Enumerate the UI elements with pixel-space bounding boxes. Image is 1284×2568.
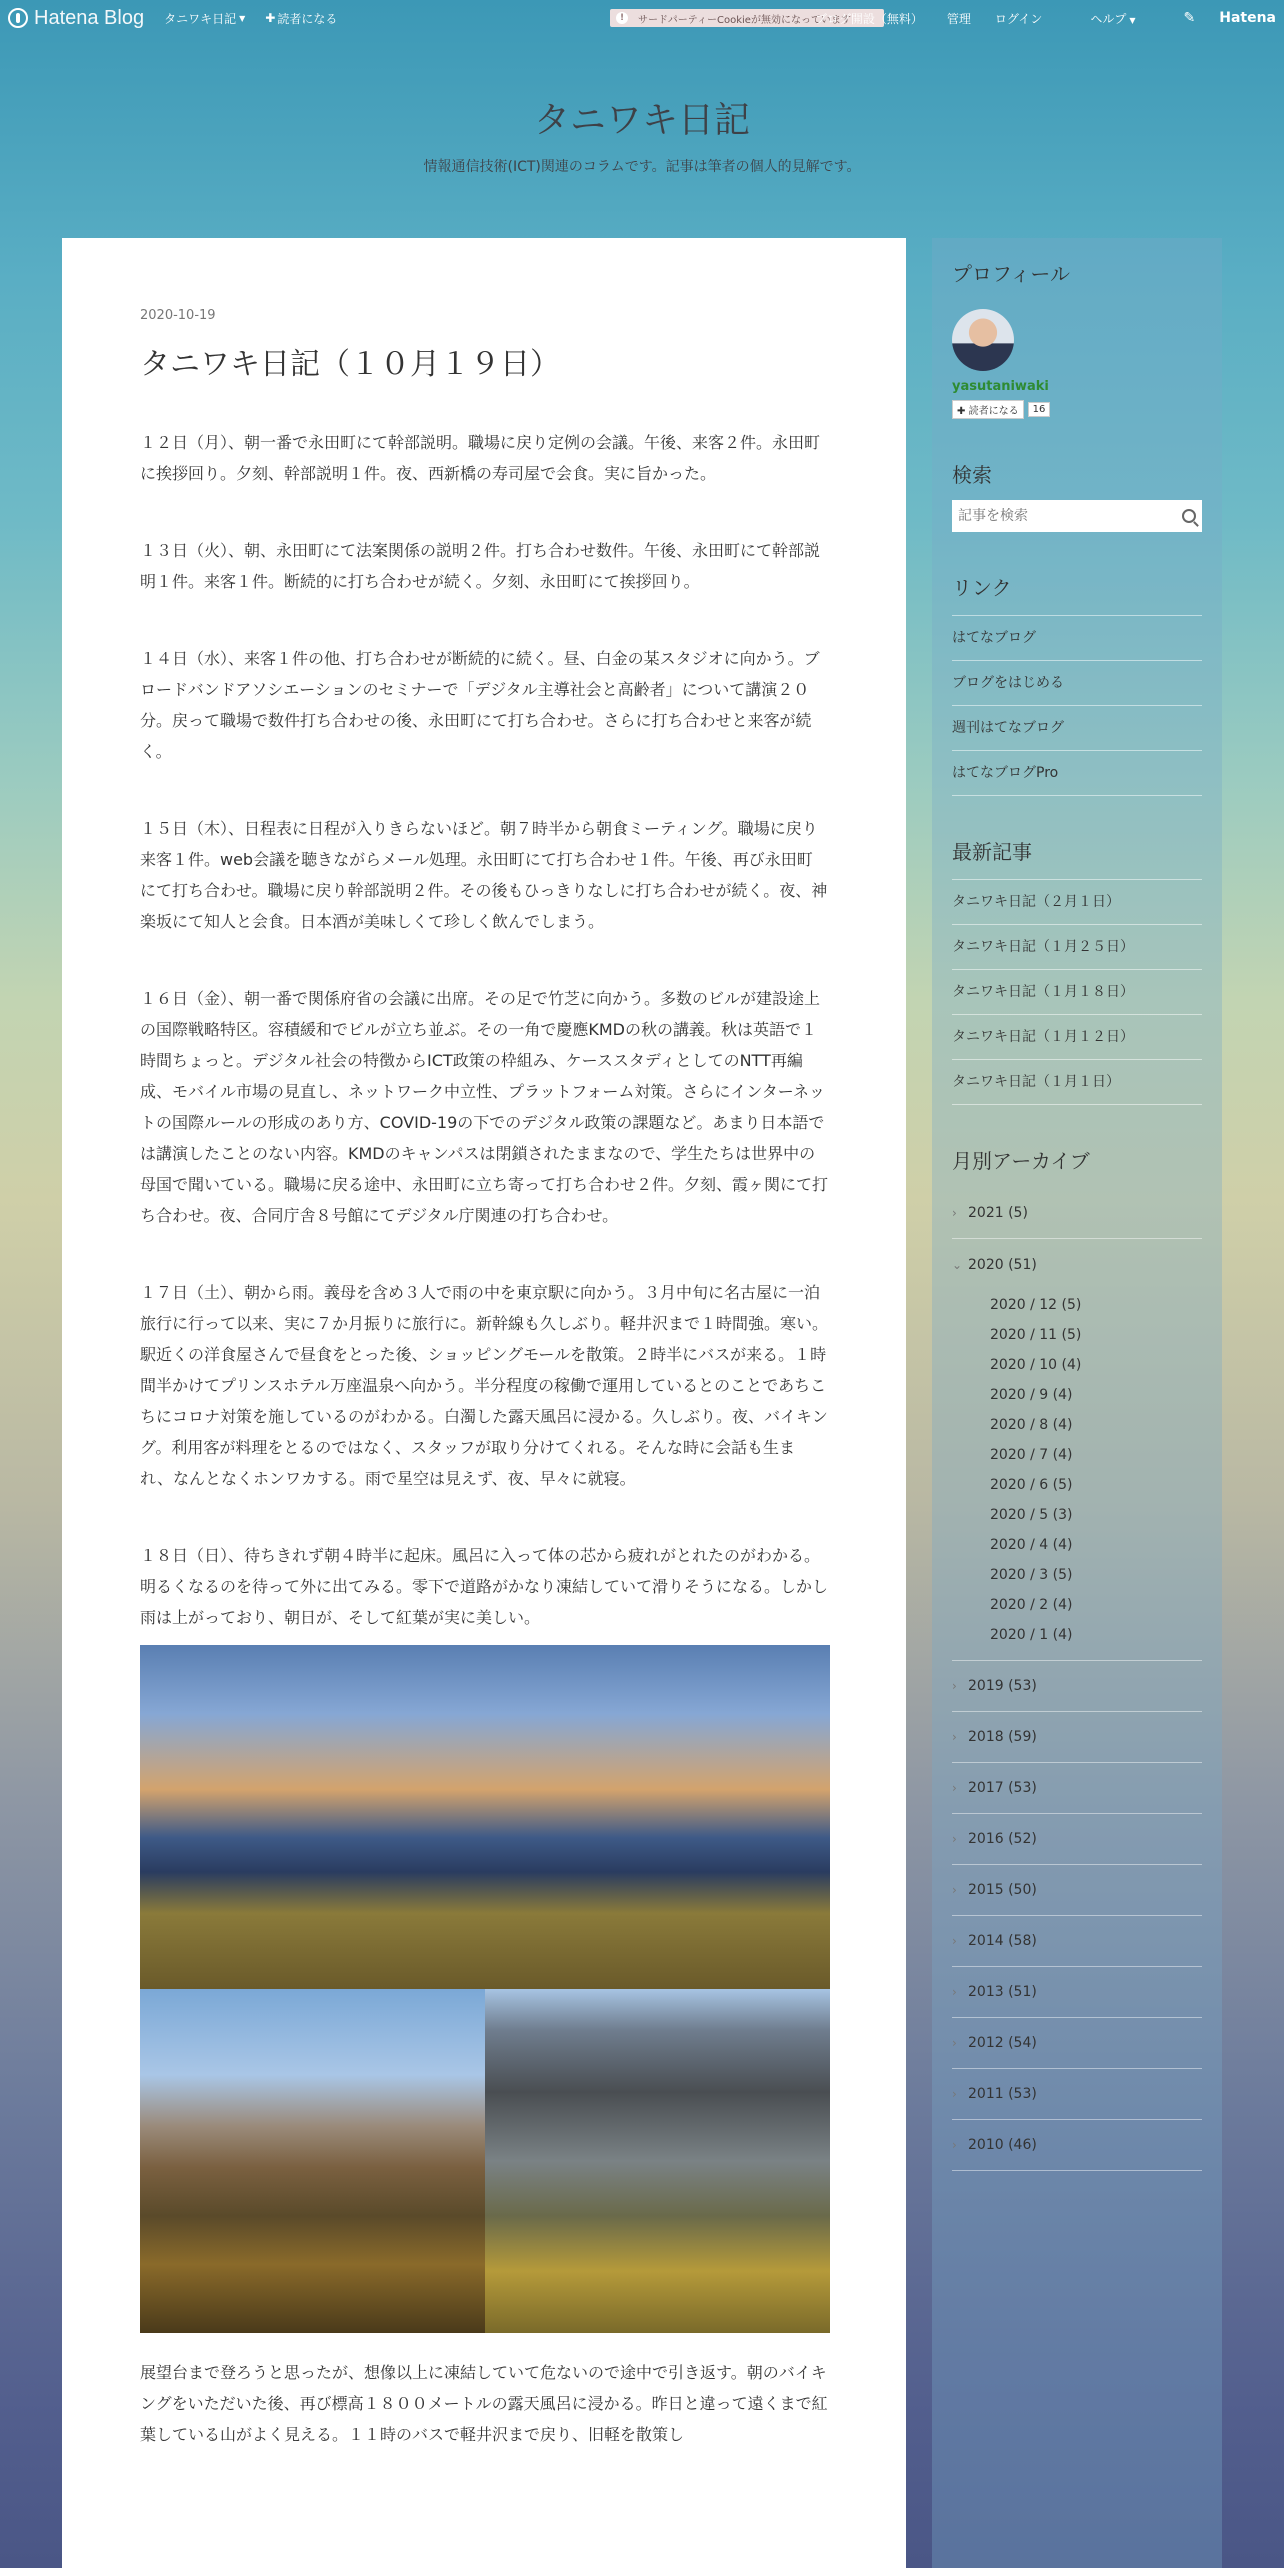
article xyxy=(62,238,906,2568)
archive-year-label: 2012 (54) xyxy=(968,2035,1037,2051)
links-heading: リンク xyxy=(952,576,1012,600)
recent-entry[interactable]: タニワキ日記（１月２５日） xyxy=(952,925,1202,970)
archive-year-label: 2010 (46) xyxy=(968,2137,1037,2153)
subscribe-button[interactable] xyxy=(952,400,1024,419)
archive-module xyxy=(952,1145,1202,2171)
chevron-right-icon: › xyxy=(952,2036,957,2050)
archive-year[interactable] xyxy=(952,1916,1202,1967)
archive-year[interactable] xyxy=(952,2120,1202,2171)
chevron-right-icon: › xyxy=(952,2138,957,2152)
link-item[interactable]: はてなブログPro xyxy=(952,751,1202,796)
profile-heading: プロフィール xyxy=(952,262,1070,286)
entry-paragraph: １４日（水）、来客１件の他、打ち合わせが断続的に続く。昼、白金の某スタジオに向かう。ブロードバンドアソシエーションのセミナーで「デジタル主導社会と高齢者」について講演２０分。戻って職場で数件打ち合わせの後、永田町にて打ち合わせ。さらに打ち合わせと来客が続く。 xyxy=(140,649,820,761)
entry-paragraph: １３日（火）、朝、永田町にて法案関係の説明２件。打ち合わせ数件。午後、永田町にて幹部説明１件。来客１件。断続的に打ち合わせが続く。夕刻、永田町にて挨拶回り。 xyxy=(140,541,821,591)
search-input[interactable] xyxy=(958,508,1182,524)
profile-module xyxy=(952,258,1202,419)
chevron-right-icon: › xyxy=(952,2087,957,2101)
photo-mountain-view[interactable] xyxy=(140,1989,485,2333)
chevron-right-icon: › xyxy=(952,1730,957,1744)
photo-autumn-trees-sunrise[interactable] xyxy=(140,1645,830,1989)
entry-paragraph: １５日（木）、日程表に日程が入りきらないほど。朝７時半から朝食ミーティング。職場に戻り来客１件。web会議を聴きながらメール処理。永田町にて打ち合わせ１件。午後、再び永田町にて打ち合わせ。職場に戻り幹部説明２件。その後もひっきりなしに打ち合わせが続く。夜、神楽坂にて知人と会食。日本酒が美味しくて珍しく飲んでしまう。 xyxy=(140,819,828,931)
archive-year[interactable] xyxy=(952,1239,1202,1290)
archive-month[interactable]: 2020 / 9 (4) xyxy=(990,1387,1073,1403)
archive-year[interactable] xyxy=(952,1188,1202,1239)
archive-year[interactable] xyxy=(952,1865,1202,1916)
archive-month[interactable]: 2020 / 7 (4) xyxy=(990,1447,1073,1463)
search-heading: 検索 xyxy=(952,463,992,487)
link-item[interactable]: 週刊はてなブログ xyxy=(952,706,1202,751)
archive-year[interactable] xyxy=(952,1661,1202,1712)
archive-month[interactable]: 2020 / 1 (4) xyxy=(990,1627,1073,1643)
subscribe-label: 読者になる xyxy=(277,11,338,26)
entry-title[interactable]: タニワキ日記（１０月１９日） xyxy=(140,347,560,382)
archive-month[interactable]: 2020 / 11 (5) xyxy=(990,1327,1082,1343)
recent-entry[interactable]: タニワキ日記（１月１２日） xyxy=(952,1015,1202,1060)
archive-month[interactable]: 2020 / 2 (4) xyxy=(990,1597,1073,1613)
caret-down-icon: ▼ xyxy=(239,13,246,23)
global-header xyxy=(0,0,1284,36)
hatena-blog-icon xyxy=(8,8,28,28)
archive-year-label: 2015 (50) xyxy=(968,1882,1037,1898)
archive-month[interactable]: 2020 / 3 (5) xyxy=(990,1567,1073,1583)
recent-entry[interactable]: タニワキ日記（１月１日） xyxy=(952,1060,1202,1105)
blog-menu[interactable] xyxy=(164,10,245,27)
chevron-right-icon: › xyxy=(952,1934,957,1948)
search-icon[interactable] xyxy=(1182,509,1196,523)
profile-name[interactable]: yasutaniwaki xyxy=(952,379,1049,394)
top-right-links xyxy=(791,0,1284,36)
photo-hotel-sunbeams[interactable] xyxy=(485,1989,830,2333)
subscriber-count: 16 xyxy=(1028,402,1051,417)
archive-year-label: 2017 (53) xyxy=(968,1780,1037,1796)
admin-link[interactable]: 管理 xyxy=(946,11,971,26)
archive-year[interactable] xyxy=(952,1814,1202,1865)
entry-date[interactable]: 2020-10-19 xyxy=(140,308,216,323)
recent-entries-module xyxy=(952,836,1202,1105)
plus-icon: ✚ xyxy=(957,406,966,417)
archive-month[interactable]: 2020 / 4 (4) xyxy=(990,1537,1073,1553)
chevron-right-icon: › xyxy=(952,1679,957,1693)
blog-title[interactable]: タニワキ日記 xyxy=(533,100,750,141)
photo-gallery xyxy=(140,1645,830,2333)
archive-month[interactable]: 2020 / 5 (3) xyxy=(990,1507,1073,1523)
archive-year-label: 2013 (51) xyxy=(968,1984,1037,2000)
brand-label: Hatena Blog xyxy=(34,6,145,29)
chevron-right-icon: › xyxy=(952,1832,957,1846)
chevron-right-icon: › xyxy=(952,1781,957,1795)
link-item[interactable]: ブログをはじめる xyxy=(952,661,1202,706)
archive-year-label: 2018 (59) xyxy=(968,1729,1037,1745)
help-label: ヘルプ xyxy=(1090,11,1127,26)
chevron-right-icon: › xyxy=(952,1883,957,1897)
chevron-down-icon: ⌄ xyxy=(952,1257,963,1272)
caret-down-icon: ▼ xyxy=(1129,15,1136,25)
archive-year[interactable] xyxy=(952,2069,1202,2120)
recent-entry[interactable]: タニワキ日記（１月１８日） xyxy=(952,970,1202,1015)
hatena-mark-icon: ✎ xyxy=(1183,10,1196,26)
entry-paragraph: １２日（月）、朝一番で永田町にて幹部説明。職場に戻り定例の会議。午後、来客２件。永田町に挨拶回り。夕刻、幹部説明１件。夜、西新橋の寿司屋で会食。実に旨かった。 xyxy=(140,433,821,483)
chevron-right-icon: › xyxy=(952,1206,957,1220)
archive-year[interactable] xyxy=(952,2018,1202,2069)
archive-month[interactable]: 2020 / 10 (4) xyxy=(990,1357,1082,1373)
archive-year-label: 2011 (53) xyxy=(968,2086,1037,2102)
plus-icon: ✚ xyxy=(265,11,276,25)
archive-year-label: 2016 (52) xyxy=(968,1831,1037,1847)
hatena-label: Hatena xyxy=(1219,10,1276,26)
archive-year[interactable] xyxy=(952,1967,1202,2018)
blog-description: 情報通信技術(ICT)関連のコラムです。記事は筆者の個人的見解です。 xyxy=(423,159,861,175)
archive-month[interactable]: 2020 / 12 (5) xyxy=(990,1297,1082,1313)
archive-year-label: 2014 (58) xyxy=(968,1933,1037,1949)
search-box xyxy=(952,500,1202,532)
archive-year-expanded xyxy=(952,1239,1202,1661)
archive-year-label: 2019 (53) xyxy=(968,1678,1037,1694)
archive-heading: 月別アーカイブ xyxy=(952,1149,1090,1173)
chevron-right-icon: › xyxy=(952,1985,957,1999)
entry-paragraph: １６日（金）、朝一番で関係府省の会議に出席。その足で竹芝に向かう。多数のビルが建設途上の国際戦略特区。容積緩和でビルが立ち並ぶ。その一角で慶應KMDの秋の講義。秋は英語で１時間ちょっと。デジタル社会の特徴からICT政策の枠組み、ケーススタディとしてのNTT再編成、モバイル市場の見直し、ネットワーク中立性、プラットフォーム対策。さらにインターネットの国際ルールの形成のあり方、COVID-19の下でのデジタル政策の課題など。あまり日本語では講演したことのない内容。KMDのキャンパスは閉鎖されたままなので、学生たちは世界中の母国で聞いている。職場に戻る途中、永田町に立ち寄って打ち合わせ２件。夕刻、霞ヶ関にて打ち合わせ。夜、合同庁舎８号館にてデジタル庁関連の打ち合わせ。 xyxy=(140,989,829,1225)
create-blog-link[interactable]: ブログ開設（無料） xyxy=(814,11,923,26)
cookie-warning-text: サードパーティーCookieが無効になっています xyxy=(638,14,851,26)
subscribe-link[interactable] xyxy=(265,10,337,27)
search-module xyxy=(952,459,1202,532)
entry-paragraph: 展望台まで登ろうと思ったが、想像以上に凍結していて危ないので途中で引き返す。朝のバイキングをいただいた後、再び標高１８００メートルの露天風呂に浸かる。昨日と違って遠くまで紅葉している山がよく見える。１１時のバスで軽井沢まで戻り、旧軽を散策し xyxy=(140,2363,828,2444)
subscribe-button-label: 読者になる xyxy=(968,406,1019,417)
archive-month[interactable]: 2020 / 8 (4) xyxy=(990,1417,1073,1433)
entry-paragraph: １７日（土）、朝から雨。義母を含め３人で雨の中を東京駅に向かう。３月中旬に名古屋に一泊旅行に行って以来、実に７か月振りに旅行に。新幹線も久しぶり。軽井沢まで１時間強。寒い。駅近くの洋食屋さんで昼食をとった後、ショッピングモールを散策。２時半にバスが来る。１時間半かけてプリンスホテル万座温泉へ向かう。半分程度の稼働で運用しているとのことであちこちにコロナ対策を施しているのがわかる。白濁した露天風呂に浸かる。久しぶり。夜、バイキング。利用客が料理をとるのではなく、スタッフが取り分けてくれる。そんな時に会話も生まれ、なんとなくホンワカする。雨で星空は見えず、夜、早々に就寝。 xyxy=(140,1283,829,1488)
info-icon: ! xyxy=(616,12,628,24)
recent-heading: 最新記事 xyxy=(952,840,1032,864)
links-module xyxy=(952,572,1202,796)
entry-paragraph: １８日（日）、待ちきれず朝４時半に起床。風呂に入って体の芯から疲れがとれたのがわかる。明るくなるのを待って外に出てみる。零下で道路がかなり凍結していて滑りそうになる。しかし雨は上がっており、朝日が、そして紅葉が実に美しい。 xyxy=(140,1546,829,1627)
hatena-blog-logo[interactable] xyxy=(8,7,144,30)
avatar[interactable] xyxy=(952,309,1014,371)
hatena-link[interactable] xyxy=(1160,10,1277,26)
archive-year[interactable] xyxy=(952,1712,1202,1763)
archive-year-label: 2021 (5) xyxy=(968,1205,1028,1221)
archive-year[interactable] xyxy=(952,1763,1202,1814)
login-link[interactable]: ログイン xyxy=(994,11,1043,26)
blog-menu-label: タニワキ日記 xyxy=(164,11,237,26)
link-item[interactable]: はてなブログ xyxy=(952,616,1202,661)
help-link[interactable] xyxy=(1066,10,1135,27)
archive-month[interactable]: 2020 / 6 (5) xyxy=(990,1477,1073,1493)
archive-year-label: 2020 (51) xyxy=(968,1256,1037,1273)
recent-entry[interactable]: タニワキ日記（２月１日） xyxy=(952,880,1202,925)
sidebar xyxy=(932,238,1222,2568)
